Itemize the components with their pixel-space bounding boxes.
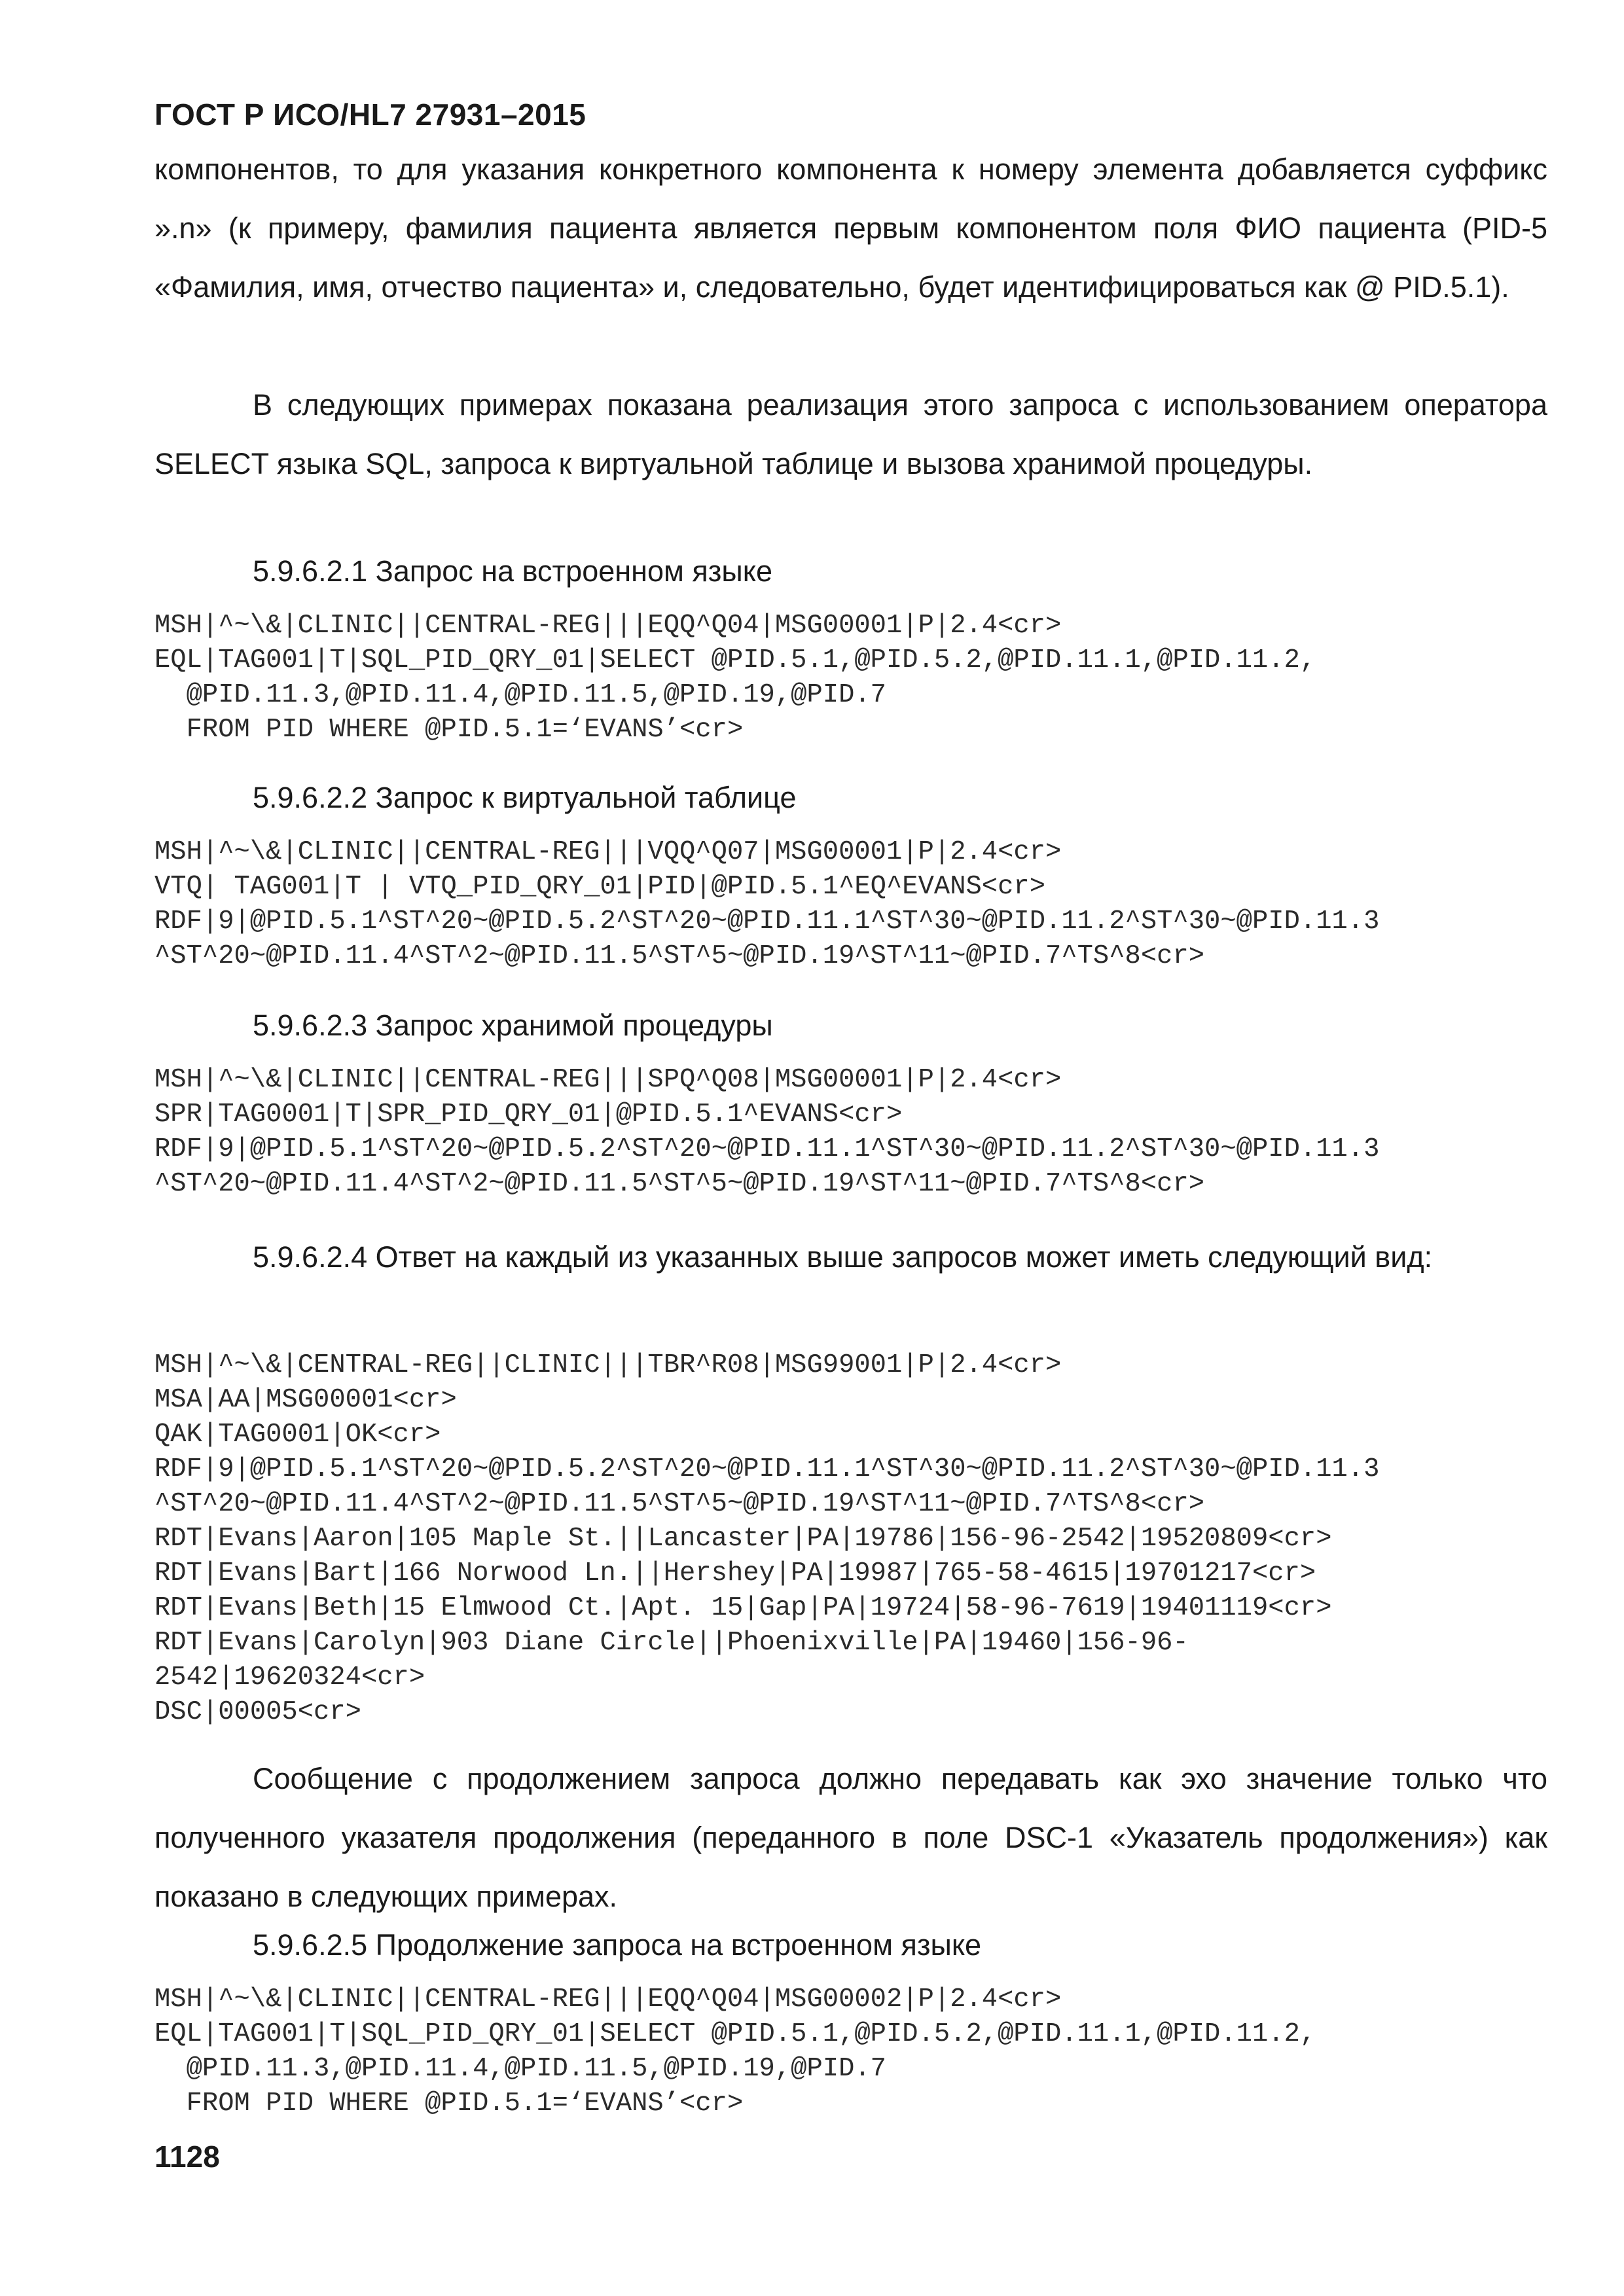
code-block-stored-procedure-query: MSH|^~\&|CLINIC||CENTRAL-REG|||SPQ^Q08|MSG00001|P|2.4<cr> SPR|TAG0001|T|SPR_PID_QRY_01|@PID.5.1^EVANS<cr> RDF|9|@PID.5.1^ST^20~@PID.5.2^ST^20~@PID.11.1^ST^30~@PID.11.2^ST^30~@PID.11.3 ^ST^20~@PID.11.4^ST^2~@PID.11.5^ST^5~@PID.19^ST^11~@PID.7^TS^8<cr> [154,1065,1380,1199]
section-heading-5-9-6-2-2: 5.9.6.2.2 Запрос к виртуальной таблице [253,781,797,814]
paragraph-continuation: компонентов, то для указания конкретного компонента к номеру элемента добавляется суффикс ».n» (к примеру, фамилия пациента является первым компонентом поля ФИО пациента (PID-5 «Фамилия, имя, отчество пациента» и, следовательно, будет идентифицироваться как @ PID.5.1). [154,152,1547,304]
paragraph-continuation-pointer: Сообщение с продолжением запроса должно передавать как эхо значение только что полученного указателя продолжения (переданного в поле DSC-1 «Указатель продолжения») как показано в следующих примерах. [154,1762,1547,1913]
code-block-response: MSH|^~\&|CENTRAL-REG||CLINIC|||TBR^R08|MSG99001|P|2.4<cr> MSA|AA|MSG00001<cr> QAK|TAG0001|OK<cr> RDF|9|@PID.5.1^ST^20~@PID.5.2^ST^20~@PID.11.1^ST^30~@PID.11.2^ST^30~@PID.11.3 ^ST^20~@PID.11.4^ST^2~@PID.11.5^ST^5~@PID.19^ST^11~@PID.7^TS^8<cr> RDT|Evans|Aaron|105 Maple St.||Lancaster|PA|19786|156-96-2542|19520809<cr> RDT|Evans|Bart|166 Norwood Ln.||Hershey|PA|19987|765-58-4615|19701217<cr> RDT|Evans|Beth|15 Elmwood Ct.|Apt. 15|Gap|PA|19724|58-96-7619|19401119<cr> RDT|Evans|Carolyn|903 Diane Circle||Phoenixville|PA|19460|156-96- 2542|19620324<cr> DSC|00005<cr> [154,1350,1380,1727]
paragraph-examples-intro: В следующих примерах показана реализация этого запроса с использованием оператора SELECT языка SQL, запроса к виртуальной таблице и вызова хранимой процедуры. [154,388,1547,480]
section-heading-5-9-6-2-3: 5.9.6.2.3 Запрос хранимой процедуры [253,1009,773,1042]
section-heading-5-9-6-2-1: 5.9.6.2.1 Запрос на встроенном языке [253,554,772,588]
page-number: 1128 [154,2140,220,2174]
section-heading-5-9-6-2-4: 5.9.6.2.4 Ответ на каждый из указанных выше запросов может иметь следующий вид: [253,1240,1433,1274]
code-block-continuation-query: MSH|^~\&|CLINIC||CENTRAL-REG|||EQQ^Q04|MSG00002|P|2.4<cr> EQL|TAG001|T|SQL_PID_QRY_01|SELECT @PID.5.1,@PID.5.2,@PID.11.1,@PID.11.2, @PID.11.3,@PID.11.4,@PID.11.5,@PID.19,@PID.7 FROM PID WHERE @PID.5.1=‘EVANS’<cr> [154,1984,1316,2119]
document-header: ГОСТ Р ИСО/HL7 27931–2015 [154,98,586,132]
code-block-virtual-table-query: MSH|^~\&|CLINIC||CENTRAL-REG|||VQQ^Q07|MSG00001|P|2.4<cr> VTQ| TAG001|T | VTQ_PID_QRY_01|PID|@PID.5.1^EQ^EVANS<cr> RDF|9|@PID.5.1^ST^20~@PID.5.2^ST^20~@PID.11.1^ST^30~@PID.11.2^ST^30~@PID.11.3 ^ST^20~@PID.11.4^ST^2~@PID.11.5^ST^5~@PID.19^ST^11~@PID.7^TS^8<cr> [154,837,1380,971]
code-block-embedded-query: MSH|^~\&|CLINIC||CENTRAL-REG|||EQQ^Q04|MSG00001|P|2.4<cr> EQL|TAG001|T|SQL_PID_QRY_01|SELECT @PID.5.1,@PID.5.2,@PID.11.1,@PID.11.2, @PID.11.3,@PID.11.4,@PID.11.5,@PID.19,@PID.7 FROM PID WHERE @PID.5.1=‘EVANS’<cr> [154,611,1316,745]
section-heading-5-9-6-2-5: 5.9.6.2.5 Продолжение запроса на встроенном языке [253,1928,982,1962]
